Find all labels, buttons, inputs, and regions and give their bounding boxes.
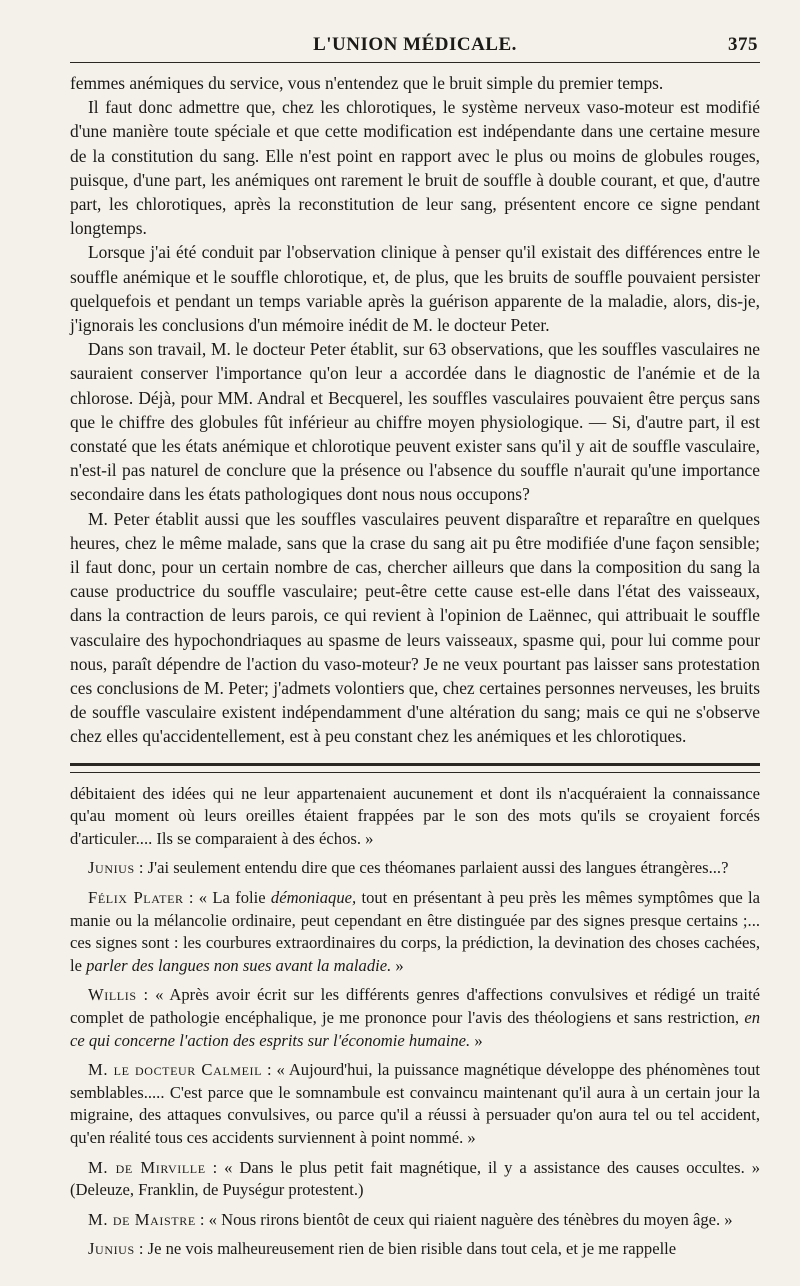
entry-text: : Je ne vois malheureusement rien de bien risible dans tout cela, et je me rappelle: [138, 1239, 677, 1259]
entry-emphasis: parler des langues non sues avant la maladie.: [86, 955, 392, 975]
dialogue-entry: [70, 857, 760, 880]
speaker-name: Félix Plater: [88, 888, 184, 908]
entry-text: tout en présentant à peu près les mêmes symptômes que la manie ou la mélancolie ordinaire, peut cependant en être distinguée par des signes presque certains ;... ces signes sont : les courbures extraordinaires du corps, la prédiction, la devination des choses cachées, le: [70, 888, 760, 975]
page-number: 375: [728, 34, 758, 55]
dialogue-entry: [70, 887, 760, 977]
entry-text: : « Nous rirons bientôt de ceux qui riaient naguère des ténèbres du moyen âge. »: [199, 1209, 733, 1229]
entry-text: »: [391, 955, 404, 975]
speaker-name: Willis: [88, 985, 137, 1005]
entry-text: : « Après avoir écrit sur les différents genres d'affections convulsives et rédigé un traité complet de pathologie encéphalique, je me prononce pour l'avis des théologiens et sans restriction,: [70, 985, 760, 1028]
entry-emphasis: en ce qui concerne l'action des esprits sur l'économie humaine.: [70, 1008, 760, 1050]
paragraph: Lorsque j'ai été conduit par l'observation clinique à penser qu'il existait des différences entre le souffle anémique et le souffle chlorotique, et, de plus, que les bruits de souffle pouvaient persister quelquefois et pendant un temps variable après la guérison apparente de la maladie, alors, dis-je, j'ignorais les conclusions d'un mémoire inédit de M. le docteur Peter.: [70, 242, 760, 336]
header-rule: [70, 62, 760, 63]
feuilleton-opening: débitaient des idées qui ne leur appartenaient aucunement et dont ils n'acquéraient la connaissance qu'au moment où leurs oreilles étaient frappées par le son des mots qu'ils se croyaient forcés d'articuler.... Ils se comparaient à des échos. »: [70, 783, 760, 848]
dialogue-entry: [70, 984, 760, 1052]
speaker-name: M. le docteur Calmeil: [88, 1060, 263, 1080]
entry-text: : J'ai seulement entendu dire que ces théomanes parlaient aussi des langues étrangères...?: [138, 858, 729, 878]
paragraph: Il faut donc admettre que, chez les chlorotiques, le système nerveux vaso-moteur est modifié d'une manière toute spéciale et que cette modification est indépendante dans une certaine mesure de la constitution du sang. Elle n'est point en rapport avec le plus ou moins de globules rouges, puisque, d'une part, les anémiques ont rarement le bruit de souffle à double courant, et que, d'autre part, les chlorotiques, après la reconstitution de leur sang, présentent encore ce signe pendant longtemps.: [70, 97, 760, 239]
journal-title: L'UNION MÉDICALE.: [313, 34, 517, 55]
page: [70, 28, 760, 1268]
feuilleton: [70, 783, 760, 1261]
speaker-name: Junius: [88, 858, 135, 878]
speaker-name: M. de Mirville: [88, 1157, 206, 1177]
dialogue-entry: [70, 1157, 760, 1202]
entry-text: : « Dans le plus petit fait magnétique, il y a assistance des causes occultes. » (Deleuze, Franklin, de Puységur protestent.): [70, 1157, 761, 1200]
entry-text: : « La folie: [188, 888, 271, 908]
entry-text: : « Aujourd'hui, la puissance magnétique développe des phénomènes tout semblables..... C'est parce que le somnambule est convaincu maintenant qu'il aura à un certain jour la migraine, des attaques convulsives, ou parce qu'il a réussi à persuader qu'on aura tel ou tel accident, qu'en réalité tous ces accidents surviennent à point nommé. »: [70, 1060, 760, 1147]
entry-text: »: [470, 1030, 483, 1050]
main-text: [70, 71, 760, 749]
feuilleton-separator: [70, 763, 760, 773]
running-header: [70, 28, 760, 62]
dialogue-entry: [70, 1238, 760, 1261]
paragraph: Dans son travail, M. le docteur Peter établit, sur 63 observations, que les souffles vasculaires ne sauraient conserver l'importance qu'on leur a accordée dans le diagnostic de l'anémie et de la chlorose. Déjà, pour MM. Andral et Becquerel, les souffles vasculaires pouvaient être perçus sans que le chiffre des globules fût inférieur au chiffre moyen physiologique. — Si, d'autre part, il est constaté que les états anémique et chlorotique peuvent exister sans qu'il y ait de souffle vasculaire, n'est-il pas naturel de conclure que la présence ou l'absence du souffle n'aurait qu'une importance secondaire dans les états pathologiques dont nous nous occupons?: [70, 339, 760, 505]
paragraph: femmes anémiques du service, vous n'entendez que le bruit simple du premier temps.: [70, 73, 664, 93]
paragraph: M. Peter établit aussi que les souffles vasculaires peuvent disparaître et reparaître en quelques heures, chez le même malade, sans que la crase du sang ait pu être modifiée d'une façon sensible; il faut donc, pour un certain nombre de cas, chercher ailleurs que dans la composition du sang la cause productrice du souffle vasculaire; peut-être cette cause est-elle dans l'état des vaisseaux, dans la contraction de leurs parois, ce qui revient à l'opinion de Laënnec, qui attribuait le souffle vasculaire des hypochondriaques au spasme de leurs vaisseaux, spasme qui, pour lui comme pour nous, paraît dépendre de l'action du vaso-moteur? Je ne veux pourtant pas laisser sans protestation ces conclusions de M. Peter; j'admets volontiers que, chez certaines personnes nerveuses, les bruits de souffle vasculaire existent indépendamment d'une altération du sang; mais ce qui ne s'observe chez elles qu'accidentellement, est à peu constant chez les anémiques et les chlorotiques.: [70, 508, 760, 747]
dialogue-entry: [70, 1059, 760, 1149]
dialogue-entry: [70, 1209, 760, 1232]
entry-emphasis: démoniaque,: [270, 888, 357, 908]
speaker-name: M. de Maistre: [88, 1209, 196, 1229]
speaker-name: Junius: [88, 1239, 135, 1259]
